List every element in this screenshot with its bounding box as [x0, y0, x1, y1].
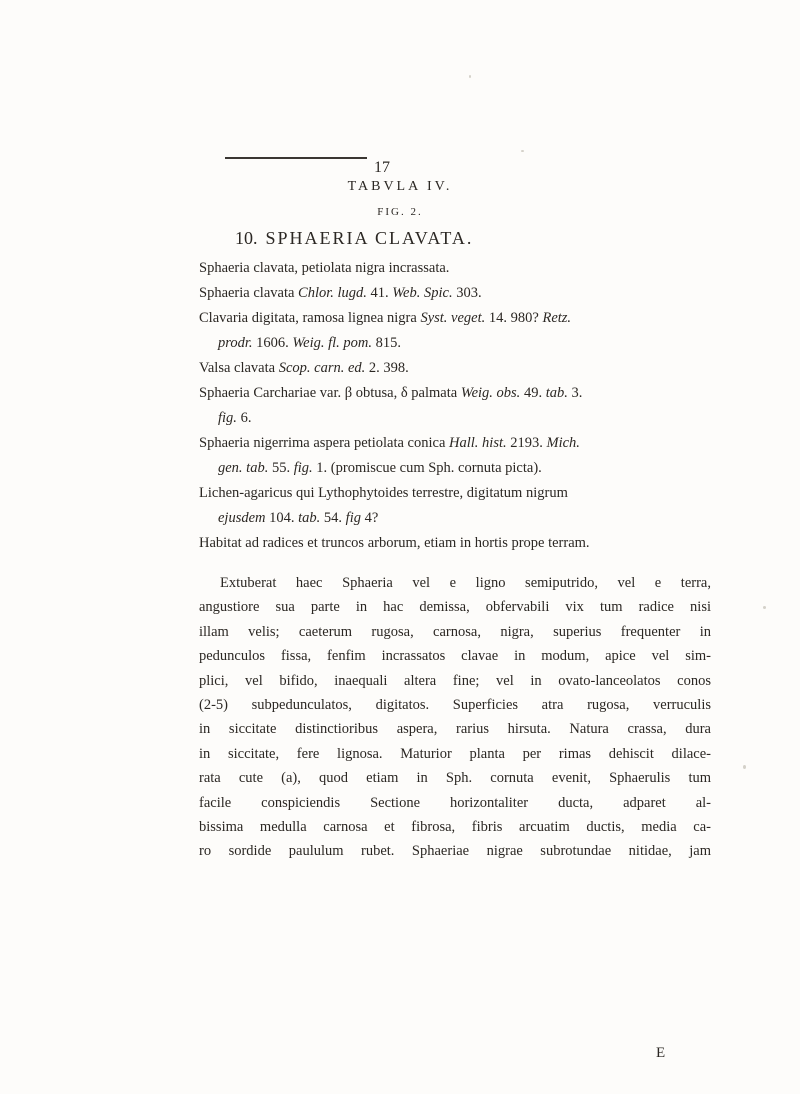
citation-text: 55.: [268, 460, 294, 476]
citation-text: Lichen-agaricus qui Lythophytoides terrestre, digitatum nigrum: [199, 485, 568, 501]
synonym-entry: [199, 481, 709, 531]
citation-italic: fig.: [218, 410, 237, 426]
citation-italic: tab.: [545, 385, 568, 401]
paragraph-line: pedunculos fissa, fenfim incrassatos clavae in modum, apice vel sim-: [199, 648, 711, 665]
synonym-entry: [199, 306, 709, 356]
synonym-line: [199, 281, 709, 306]
paragraph-line: angustiore sua parte in hac demissa, obfervabili vix tum radice nisi: [199, 599, 711, 616]
paragraph-line: ro sordide paululum rubet. Sphaeriae nigrae subrotundae nitidae, jam: [199, 843, 711, 860]
citation-text: 3.: [567, 385, 583, 401]
citation-text: 2. 398.: [365, 360, 409, 376]
synonym-line: [199, 356, 709, 381]
paragraph-line: (2-5) subpedunculatos, digitatos. Superficies atra rugosa, verruculis: [199, 697, 711, 713]
species-number: 10.: [235, 228, 258, 248]
citation-text: Sphaeria Carchariae var. β obtusa, δ palmata: [199, 385, 461, 401]
citation-text: 6.: [236, 410, 252, 426]
paragraph-line: in siccitate distinctioribus aspera, rarius hirsuta. Natura crassa, dura: [199, 721, 711, 738]
figure-label: FIG. 2.: [377, 206, 423, 218]
synonym-entry: [199, 256, 709, 281]
citation-text: 2193.: [506, 435, 547, 451]
plate-title: TABVLA IV.: [347, 179, 453, 194]
citation-italic: Scop. carn. ed.: [278, 360, 366, 376]
synonym-line: [199, 256, 709, 281]
synonym-entry: [199, 431, 709, 481]
citation-italic: tab.: [298, 510, 321, 526]
citation-text: Clavaria digitata, ramosa lignea nigra: [199, 310, 421, 326]
header-rule: [225, 157, 367, 159]
page-number: 17: [374, 159, 390, 176]
paper-speck: [521, 150, 524, 152]
citation-italic: fig: [345, 510, 361, 526]
paragraph-line: facile conspiciendis Sectione horizontaliter ducta, adparet al-: [199, 794, 711, 811]
citation-text: Sphaeria nigerrima aspera petiolata conica: [199, 435, 450, 451]
synonym-line: [199, 456, 709, 481]
citation-italic: Weig. fl. pom.: [292, 335, 373, 351]
citation-italic: gen. tab.: [218, 460, 269, 476]
paragraph-line: plici, vel bifido, inaequali altera fine; vel in ovato-lanceolatos conos: [199, 672, 711, 689]
citation-italic: Retz.: [542, 310, 572, 326]
citation-text: 54.: [320, 510, 346, 526]
synonym-line: [199, 431, 709, 456]
synonym-line: [199, 481, 709, 506]
citation-text: 1606.: [252, 335, 293, 351]
citation-text: Habitat ad radices et truncos arborum, etiam in hortis prope terram.: [199, 535, 590, 551]
citation-text: Sphaeria clavata: [199, 285, 299, 301]
paper-speck: [469, 75, 471, 78]
citation-italic: Hall. hist.: [449, 435, 507, 451]
citation-text: Sphaeria clavata, petiolata nigra incrassata.: [199, 260, 450, 276]
citation-text: 49.: [520, 385, 546, 401]
paragraph-line: rata cute (a), quod etiam in Sph. cornuta evenit, Sphaerulis tum: [199, 770, 711, 787]
synonym-line: [199, 331, 709, 356]
citation-italic: ejusdem: [218, 510, 266, 526]
citation-italic: prodr.: [218, 335, 253, 351]
species-heading: [235, 228, 473, 249]
synonym-line: [199, 381, 709, 406]
citation-italic: Weig. obs.: [460, 385, 521, 401]
paper-speck: [743, 765, 746, 769]
citation-text: 303.: [452, 285, 482, 301]
synonym-line: [199, 531, 709, 556]
synonym-line: [199, 306, 709, 331]
citation-italic: Chlor. lugd.: [298, 285, 367, 301]
citation-text: 41.: [366, 285, 393, 301]
citation-italic: Syst. veget.: [420, 310, 486, 326]
synonym-line: [199, 506, 709, 531]
citation-text: 815.: [372, 335, 402, 351]
citation-text: Valsa clavata: [199, 360, 279, 376]
citation-italic: fig.: [293, 460, 313, 476]
synonym-entry: [199, 381, 709, 431]
paper-speck: [763, 606, 766, 609]
synonym-entry: [199, 531, 709, 556]
synonym-entry: [199, 281, 709, 306]
species-name: SPHAERIA CLAVATA.: [265, 228, 474, 248]
citation-italic: Web. Spic.: [392, 285, 453, 301]
citation-text: 14. 980?: [485, 310, 543, 326]
paragraph-line: bissima medulla carnosa et fibrosa, fibris arcuatim ductis, media ca-: [199, 819, 711, 835]
paragraph-line: Extuberat haec Sphaeria vel e ligno semiputrido, vel e terra,: [220, 575, 711, 591]
synonym-line: [199, 406, 709, 431]
paragraph-line: illam velis; caeterum rugosa, carnosa, nigra, superius frequenter in: [199, 623, 711, 640]
synonym-entry: [199, 356, 709, 381]
citation-text: 104.: [265, 510, 299, 526]
citation-italic: Mich.: [546, 435, 580, 451]
catchword: E: [656, 1045, 666, 1061]
citation-text: 4?: [360, 510, 379, 526]
citation-text: 1. (promiscue cum Sph. cornuta picta).: [312, 460, 542, 476]
paragraph-line: in siccitate, fere lignosa. Maturior planta per rimas dehiscit dilace-: [199, 745, 711, 762]
